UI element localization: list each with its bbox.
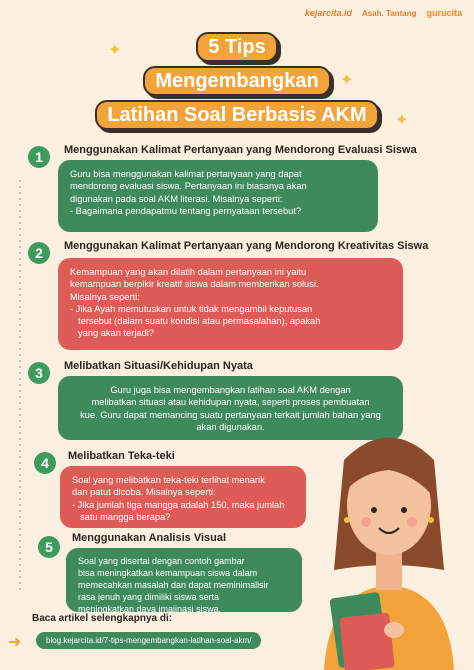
tip-heading-4: Melibatkan Teka-teki — [68, 450, 175, 462]
tip-5-line: bisa meningkatkan kemampuan siswa dalam — [78, 567, 258, 578]
sparkle-icon: ✦ — [395, 112, 409, 129]
tip-2-line: - Jika Ayah memutuskan untuk tidak mengambil keputusan — [70, 303, 313, 314]
tip-5-line: memecahkan masalah dan dapat meminimalisir — [78, 579, 269, 590]
tip-heading-1: Menggunakan Kalimat Pertanyaan yang Mendorong Evaluasi Siswa — [64, 144, 417, 156]
sparkle-icon: ✦ — [340, 72, 354, 89]
tip-number-4: 4 — [34, 452, 56, 474]
tip-heading-3: Melibatkan Situasi/Kehidupan Nyata — [64, 360, 253, 372]
connector-dots — [0, 180, 32, 630]
article-link[interactable]: blog.kejarcita.id/7-tips-mengembangkan-latihan-soal-akm/ — [36, 632, 261, 649]
tip-2-line: tersebut (dalam suatu kondisi atau permasalahan), apakah — [78, 316, 321, 327]
tip-card-2 — [58, 258, 403, 350]
title-block — [0, 32, 474, 130]
title-line-3: Latihan Soal Berbasis AKM — [95, 100, 378, 130]
tip-3-line: Guru juga bisa mengembangkan latihan soal AKM dengan — [110, 385, 351, 395]
tip-2-line: Kemampuan yang akan dilatih dalam pertanyaan ini yaitu — [70, 267, 307, 277]
footer-label: Baca artikel selengkapnya di: — [32, 613, 173, 624]
tip-2-line: Misalnya seperti: — [70, 291, 140, 302]
tip-card-4 — [60, 466, 306, 528]
tip-5-line: rasa jenuh yang dimiliki siswa serta — [78, 591, 220, 602]
student-illustration — [304, 420, 474, 670]
tip-3-line: kue. Guru dapat memancing suatu pertanyaan terkait jumlah bahan yang — [80, 409, 381, 420]
tip-2-line: yang akan terjadi? — [78, 328, 154, 339]
tip-5-line: Soal yang disertai dengan contoh gambar — [78, 556, 245, 566]
tip-4-line: - Jika jumlah tiga mangga adalah 150, maka jumlah — [72, 499, 285, 510]
tip-heading-5: Menggunakan Analisis Visual — [72, 532, 227, 544]
logo-kejarcita: kejarcita.id — [304, 8, 352, 18]
title-line-2: Mengembangkan — [143, 66, 330, 96]
tip-4-line: satu mangga berapa? — [80, 511, 171, 522]
tip-card-1 — [58, 160, 378, 232]
arrow-icon: ➜ — [8, 634, 22, 651]
tip-number-2: 2 — [28, 242, 50, 264]
tip-1-line: Guru bisa menggunakan kalimat pertanyaan yang dapat — [70, 169, 302, 179]
title-line-1: 5 Tips — [196, 32, 277, 62]
tip-heading-2: Menggunakan Kalimat Pertanyaan yang Mendorong Kreativitas Siswa — [64, 240, 429, 252]
logo-asah: Asah. Tantang — [361, 8, 417, 18]
tip-number-3: 3 — [28, 362, 50, 384]
tip-5-line: meningkatkan daya imajinasi siswa. — [78, 603, 222, 614]
tip-4-line: Soal yang melibatkan teka-teki terlihat menarik — [72, 475, 265, 485]
sparkle-icon: ✦ — [108, 42, 122, 59]
tip-4-line: dan patut dicoba. Misalnya seperti: — [72, 487, 216, 498]
brand-logos — [305, 8, 462, 18]
tip-number-1: 1 — [28, 146, 50, 168]
tip-1-line: digunakan pada soal AKM literasi. Misalnya seperti: — [70, 193, 283, 204]
tip-1-line: mendorong evaluasi siswa. Pertanyaan ini biasanya akan — [70, 181, 307, 192]
tip-card-5 — [66, 548, 302, 612]
tip-2-line: kemampuan berpikir kreatif siswa dalam memberikan solusi. — [70, 279, 319, 290]
tip-number-5: 5 — [38, 536, 60, 558]
tip-3-line: akan digunakan. — [196, 421, 265, 432]
tip-3-line: melibatkan situasi atau kehidupan nyata, seperti proses pembuatan — [91, 397, 370, 408]
logo-gurucita: gurucita — [426, 8, 462, 18]
tip-1-line: - Bagaimana pendapatmu tentang pernyataan tersebut? — [70, 205, 302, 216]
